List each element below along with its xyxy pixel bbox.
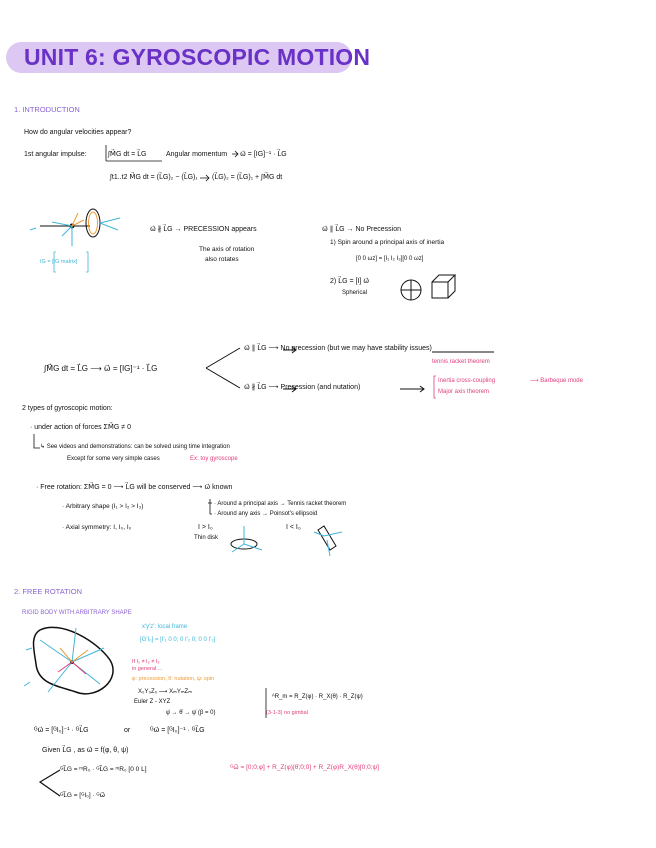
tennis-racket-note: tennis racket theorem (432, 359, 490, 365)
inertia-coupling-note: Inertia cross-coupling (438, 378, 496, 384)
videos-note-1: ↳ See videos and demonstrations: can be solved using time integration (40, 444, 230, 450)
axis-rotates-2: also rotates (205, 256, 239, 263)
pink-bracket (434, 376, 436, 398)
axis-rotates-1: The axis of rotation (199, 246, 255, 253)
impulse-expression: ∫M⃗G dt = L⃗G (108, 151, 147, 158)
free-rotation-summary: · Free rotation: ΣM⃗G = 0 ⟶ L⃗G will be conserved ⟶ ω⃗ known (36, 484, 233, 491)
integral-expression: ∫t1..t2 M⃗G dt = (L⃗G)₂ − (L⃗G)₁ (110, 174, 198, 181)
or-label: or (124, 727, 131, 734)
inertia-greater: I > I₀ (198, 524, 213, 531)
local-inertia-matrix: [G'I₀] = [I'₁ 0 0; 0 I'₂ 0; 0 0 I'₃] (140, 637, 216, 643)
lg-inertia: ᴳL⃗G = [ᴳI₀] · ᴳω⃗ (60, 792, 106, 799)
euler-rates: φ̇ → θ̇ → ψ̇ (β = 0) (166, 710, 216, 716)
rod-sketch (314, 526, 342, 556)
section-heading-introduction: 1. INTRODUCTION (14, 105, 80, 114)
rigid-body-heading: RIGID BODY WITH ARBITRARY SHAPE (22, 610, 132, 616)
rotation-matrix: ᴬR_m = R_Z(φ) · R_X(θ) · R_Z(ψ) (272, 694, 363, 700)
given-statement: Given L⃗G , as ω⃗ = f(φ, θ, ψ) (42, 747, 129, 754)
given-branch (40, 770, 60, 796)
angmom-expression: ω⃗ = [IG]⁻¹ · L⃗G (240, 151, 287, 158)
arbitrary-shape: · Arbitrary shape (I₁ > I₂ > I₃) (62, 503, 144, 510)
branch-parallel: ω⃗ ∥ L⃗G ⟶ No precession (but we may have stability issues) (244, 345, 432, 352)
local-frame-label: x'y'z': local frame (142, 624, 188, 630)
example-toy-gyroscope: Ex: toy gyroscope (190, 456, 238, 462)
inertia-matrix-label: IG = [IG matrix] (40, 259, 78, 265)
intro-question: How do angular velocities appear? (24, 129, 132, 136)
videos-note-2: Except for some very simple cases (67, 456, 160, 462)
gimbal-note: (3-1-3) no gimbal (266, 710, 308, 716)
euler-convention: Euler Z - XYZ (134, 699, 171, 705)
impulse-label: 1st angular impulse: (24, 151, 87, 158)
thin-disk-label: Thin disk (194, 535, 219, 541)
axial-symmetry: · Axial symmetry: I, I₀, I₀ (62, 524, 132, 531)
main-expression: ∫M⃗G dt = L⃗G ⟶ ω⃗ = [IG]⁻¹ · L⃗G (44, 364, 158, 373)
integral-result: (L⃗G)₂ = (L⃗G)₁ + ∫M⃗G dt (212, 174, 283, 181)
omega-ground-frame: ᴳω⃗ = [ᴳI₀]⁻¹ · ᴳL⃗G (150, 727, 205, 734)
case-spherical: 2) L⃗G = [I] ω⃗ (330, 278, 370, 285)
branch-not-parallel: ω⃗ ∦ L⃗G ⟶ Precession (and nutation) (244, 384, 361, 391)
around-any-axis: · Around any axis → Poinsot's ellipsoid (214, 511, 318, 517)
not-parallel-precession: ω⃗ ∦ L⃗G → PRECESSION appears (150, 226, 257, 233)
around-principal-axis: · Around a principal axis → Tennis racket theorem (214, 501, 347, 507)
impulse-underline (106, 145, 238, 181)
forced-motion: · under action of forces ΣM⃗G ≠ 0 (30, 424, 131, 431)
subitem-arrow (34, 434, 212, 514)
types-heading: 2 types of gyroscopic motion: (22, 405, 113, 412)
omega-euler-equation: ᴳω⃗ = [0;0;φ̇] + R_Z(φ)[θ̇;0;0] + R_Z(φ)R_X(θ)[0;0;ψ̇] (230, 764, 379, 771)
lg-rotation: ᴳL⃗G = ᵐR₀ · ᴳL⃗G = ᵐR₀ [0 0 L] (60, 766, 147, 773)
inertia-note-1: If I₁ ≠ I₂ ≠ I₃ (132, 659, 160, 665)
parallel-no-precession: ω⃗ ∥ L⃗G → No Precession (322, 226, 402, 233)
frame-transform: X₀Y₀Z₀ ⟶ XₘYₘZₘ (138, 689, 192, 695)
branch-lines (206, 347, 494, 392)
angmom-label: Angular momentum (166, 151, 228, 158)
rigid-body-sketch (24, 627, 113, 693)
inertia-note-2: in general ... (132, 666, 163, 672)
barbeque-note: ⟶ Barbeque mode (530, 378, 583, 384)
sphere-sketch (401, 280, 421, 300)
case-principal-axis: 1) Spin around a principal axis of inertia (330, 239, 445, 246)
inertia-matrix-bracket (54, 252, 88, 272)
section-heading-free-rotation: 2. FREE ROTATION (14, 587, 83, 596)
omega-body-frame: ᴳω⃗ = [ᴳI₀]⁻¹ · ᴳL⃗G (34, 727, 89, 734)
major-axis-note: Major axis theorem (438, 389, 490, 395)
page-title: UNIT 6: GYROSCOPIC MOTION (24, 44, 371, 70)
euler-angles-legend: φ: precession, θ: nutation, ψ: spin (132, 676, 215, 682)
thin-disk-sketch (231, 526, 262, 552)
case-principal-matrix: [0 0 ωz] = [I₁ I₂ I₃][0 0 ωz] (356, 256, 424, 262)
spinning-disk-sketch (30, 209, 120, 246)
cube-sketch (432, 275, 455, 298)
spherical-label: Spherical (342, 290, 368, 296)
inertia-less: I < I₀ (286, 524, 301, 531)
